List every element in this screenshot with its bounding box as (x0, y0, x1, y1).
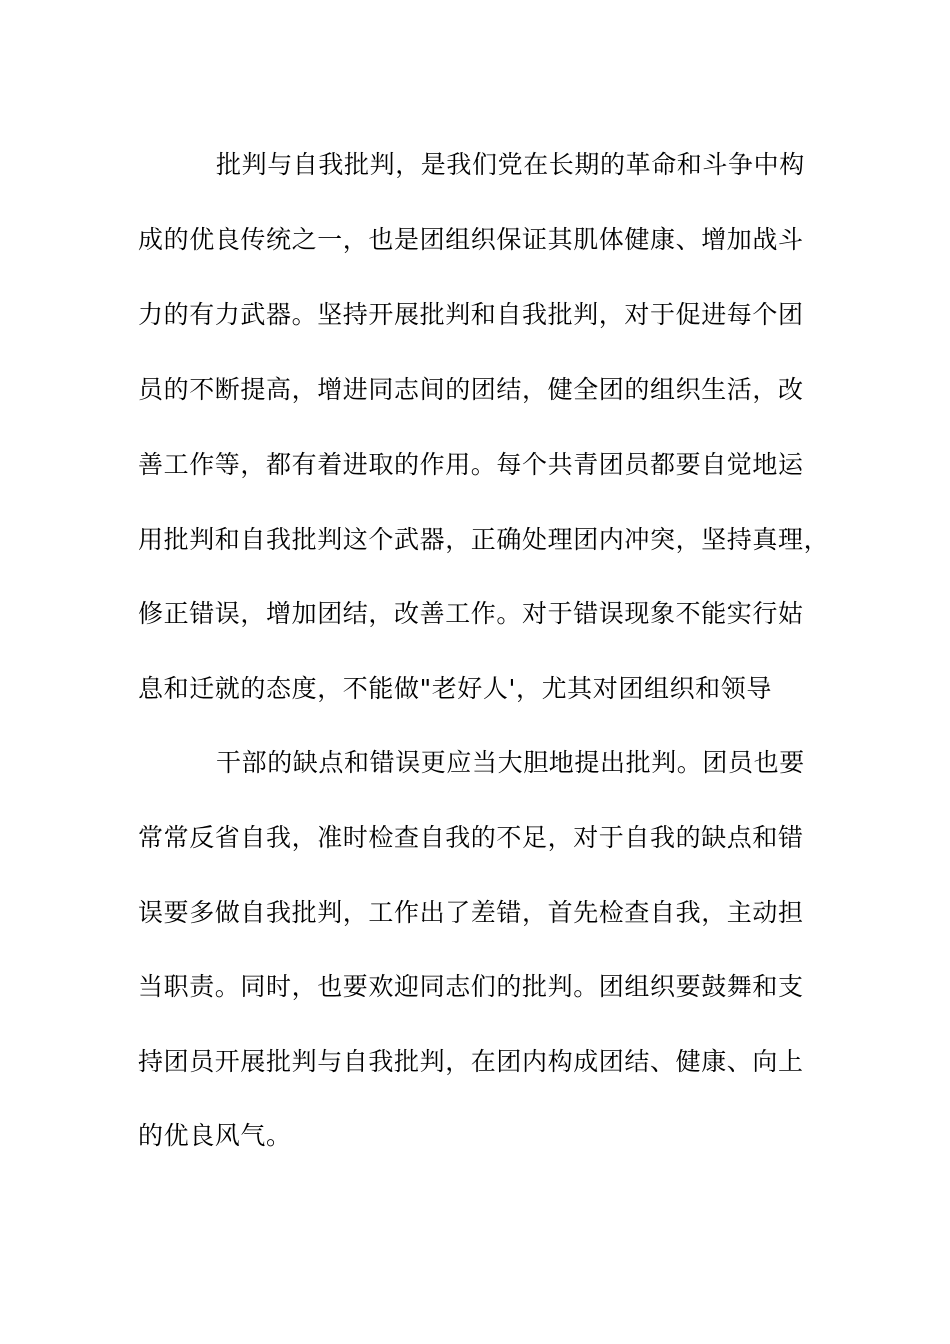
text-line: 善工作等，都有着进取的作用。每个共青团员都要自觉地运 (138, 450, 804, 479)
text-line: 力的有力武器。坚持开展批判和自我批判，对于促进每个团 (138, 300, 804, 329)
text-line: 当职责。同时，也要欢迎同志们的批判。团组织要鼓舞和支 (138, 972, 804, 1001)
text-line: 批判与自我批判，是我们党在长期的革命和斗争中构 (216, 150, 805, 179)
text-line: 持团员开展批判与自我批判，在团内构成团结、健康、向上 (138, 1047, 804, 1076)
text-line: 息和迁就的态度，不能做"老好人'，尤其对团组织和领导 (138, 674, 772, 703)
text-line: 干部的缺点和错误更应当大胆地提出批判。团员也要 (216, 748, 805, 777)
text-line: 员的不断提高，增进同志间的团结，健全团的组织生活，改 (138, 375, 804, 404)
text-line: 误要多做自我批判，工作出了差错，首先检查自我，主动担 (138, 898, 804, 927)
text-line: 成的优良传统之一，也是团组织保证其肌体健康、增加战斗 (138, 225, 804, 254)
text-line: 的优良风气。 (138, 1121, 292, 1150)
text-line: 修正错误，增加团结，改善工作。对于错误现象不能实行姑 (138, 599, 804, 628)
text-line: 常常反省自我，准时检查自我的不足，对于自我的缺点和错 (138, 823, 804, 852)
text-line: 用批判和自我批判这个武器，正确处理团内冲突，坚持真理， (138, 525, 830, 554)
